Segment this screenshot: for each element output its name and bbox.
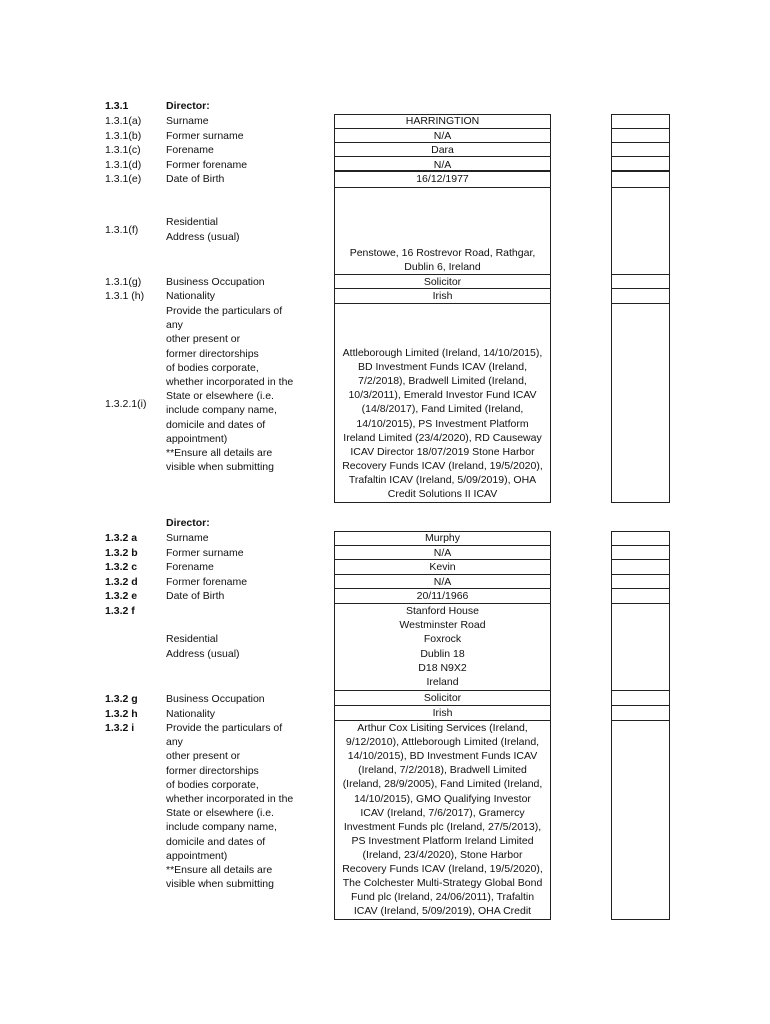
- director-2-directorships-value-line: The Colchester Multi-Strategy Global Bond: [342, 877, 543, 890]
- director-2-occupation-number: 1.3.2 g: [105, 693, 138, 705]
- director-1-nationality-number: 1.3.1 (h): [105, 290, 145, 302]
- director-2-former-surname-number: 1.3.2 b: [105, 546, 138, 559]
- director-2-forename-value: Kevin: [429, 561, 456, 573]
- director-2-side-box[interactable]: [611, 720, 670, 920]
- director-1-address-label-line: Address (usual): [166, 231, 240, 243]
- director-2-side-box[interactable]: [611, 690, 670, 706]
- director-1-directorships-label-line: whether incorporated in the: [166, 376, 294, 388]
- director-1-surname-label: Surname: [166, 115, 209, 127]
- director-2-surname-label: Surname: [166, 532, 209, 544]
- director-1-forename-value: Dara: [431, 144, 454, 156]
- director-2-former-forename-value: N/A: [433, 575, 452, 588]
- director-1-surname-number: 1.3.1(a): [105, 115, 142, 127]
- director-1-nationality-label: Nationality: [166, 290, 216, 302]
- director-1-former-forename-number: 1.3.1(d): [105, 158, 142, 171]
- director-2-former-surname-value: N/A: [433, 546, 452, 559]
- director-2-side-box[interactable]: [611, 705, 670, 721]
- director-2-side-box[interactable]: [611, 545, 670, 560]
- director-1-address-value-line: Penstowe, 16 Rostrevor Road, Rathgar,: [349, 247, 536, 259]
- director-1-side-box[interactable]: [611, 171, 670, 188]
- director-1-directorships-value-line: Ireland Limited (23/4/2020), RD Causeway: [343, 431, 542, 444]
- director-2-directorships-value-line: Fund plc (Ireland, 24/06/2011), Trafaltin: [350, 891, 535, 904]
- director-2-nationality-value: Irish: [432, 707, 453, 719]
- director-1-directorships-value-line: 7/2/2018), Bradwell Limited (Ireland,: [358, 375, 527, 388]
- director-1-occupation-label: Business Occupation: [166, 276, 265, 288]
- director-2-nationality-label: Nationality: [166, 707, 216, 720]
- director-1-directorships-label-line: domicile and dates of: [166, 418, 266, 431]
- director-2-directorships-value-line: (Ireland, 28/9/2005), Fand Limited (Ireland,: [342, 778, 543, 791]
- director-1-directorships-value-line: Attleborough Limited (Ireland, 14/10/2015),: [342, 347, 543, 359]
- director-2-directorships-value-line: (Ireland, 7/2/2018), Bradwell Limited: [358, 764, 527, 777]
- director-2-directorships-value-line: 14/10/2015), BD Investment Funds ICAV: [347, 750, 538, 763]
- director-1-directorships-label-line: include company name,: [166, 404, 277, 417]
- director-1-side-box[interactable]: [611, 288, 670, 304]
- director-2-directorships-number: 1.3.2 i: [105, 722, 135, 734]
- director-2-occupation-value: Solicitor: [423, 692, 462, 704]
- director-1-side-box[interactable]: [611, 274, 670, 289]
- director-2-address-number: 1.3.2 f: [105, 604, 135, 617]
- director-1-directorships-label-line: appointment): [166, 432, 228, 445]
- director-2-address-label-line: Residential: [166, 633, 218, 645]
- director-2-address-value-line: Ireland: [426, 676, 459, 688]
- director-2-address-value-line: D18 N9X2: [418, 661, 467, 674]
- director-1-dob-value: 16/12/1977: [416, 173, 469, 185]
- director-2-directorships-value-line: PS Investment Platform Ireland Limited: [351, 834, 534, 847]
- director-2-directorships-label-line: Provide the particulars of: [166, 722, 283, 734]
- director-1-directorships-value-line: Credit Solutions II ICAV: [387, 488, 498, 500]
- director-2-address-label-line: Address (usual): [166, 648, 240, 660]
- director-1-directorships-value-line: Recovery Funds ICAV (Ireland, 19/5/2020),: [342, 459, 543, 472]
- director-1-directorships-label-line: visible when submitting: [166, 461, 274, 474]
- director-1-former-forename-value: N/A: [433, 158, 452, 171]
- director-2-directorships-value-line: 14/10/2015), GMO Qualifying Investor: [354, 792, 531, 805]
- director-1-dob-label: Date of Birth: [166, 173, 225, 185]
- director-1-forename-label: Forename: [166, 144, 214, 156]
- director-2-side-box[interactable]: [611, 603, 670, 691]
- director-2-side-box[interactable]: [611, 559, 670, 575]
- director-1-side-box[interactable]: [611, 156, 670, 171]
- director-2-directorships-label-line: former directorships: [166, 764, 259, 777]
- director-2-surname-number: 1.3.2 a: [105, 532, 138, 544]
- director-2-directorships-value-line: Arthur Cox Lisiting Services (Ireland,: [357, 722, 528, 734]
- director-1-directorships-label-line: former directorships: [166, 347, 259, 360]
- director-2-former-forename-number: 1.3.2 d: [105, 575, 138, 588]
- director-1-address-number: 1.3.1(f): [105, 224, 139, 236]
- director-1-directorships-value-line: Trafaltin ICAV (Ireland, 5/09/2019), OHA: [348, 473, 537, 486]
- director-2-directorships-label-line: any: [166, 736, 183, 749]
- director-2-directorships-value-line: Investment Funds plc (Ireland, 27/5/2013),: [343, 820, 542, 833]
- director-2-address-value-line: Dublin 18: [420, 647, 465, 660]
- director-2-directorships-label-line: domicile and dates of: [166, 835, 266, 848]
- director-1-directorships-value-line: 10/3/2011), Emerald Investor Fund ICAV: [348, 389, 537, 402]
- director-1-heading-number: 1.3.1: [105, 100, 129, 112]
- director-2-forename-number: 1.3.2 c: [105, 561, 138, 573]
- director-1-heading: Director:: [166, 100, 210, 112]
- director-1-former-surname-value: N/A: [433, 129, 452, 142]
- director-2-dob-number: 1.3.2 e: [105, 590, 138, 602]
- director-2-directorships-value-line: ICAV (Ireland, 7/6/2017), Gramercy: [360, 806, 525, 819]
- director-2-directorships-value-line: 9/12/2010), Attleborough Limited (Ireland,: [345, 736, 540, 749]
- director-1-directorships-label-line: any: [166, 319, 183, 332]
- director-2-occupation-label: Business Occupation: [166, 693, 265, 705]
- director-1-side-box[interactable]: [611, 128, 670, 143]
- director-2-former-forename-label: Former forename: [166, 575, 248, 588]
- director-2-directorships-label-line: of bodies corporate,: [166, 778, 259, 791]
- director-2-directorships-label-line: include company name,: [166, 821, 277, 834]
- director-2-surname-value: Murphy: [424, 532, 460, 544]
- director-1-directorships-value-line: ICAV Director 18/07/2019 Stone Harbor: [350, 445, 535, 458]
- director-2-former-surname-label: Former surname: [166, 546, 244, 559]
- director-2-directorships-value-line: (Ireland, 23/4/2020), Stone Harbor: [362, 848, 523, 861]
- director-2-directorships-label-line: other present or: [166, 750, 241, 763]
- director-1-former-surname-label: Former surname: [166, 129, 244, 142]
- director-1-side-box[interactable]: [611, 142, 670, 157]
- director-1-directorships-label-line: of bodies corporate,: [166, 361, 259, 374]
- director-2-dob-label: Date of Birth: [166, 590, 225, 602]
- director-1-address-value-line: Dublin 6, Ireland: [404, 261, 481, 273]
- director-1-forename-number: 1.3.1(c): [105, 144, 141, 156]
- director-1-address-label-line: Residential: [166, 216, 218, 228]
- director-1-directorships-value-line: 14/10/2015), PS Investment Platform: [356, 417, 529, 430]
- director-1-directorships-number: 1.3.2.1(i): [105, 398, 147, 410]
- director-2-side-box[interactable]: [611, 531, 670, 546]
- director-1-nationality-value: Irish: [432, 290, 453, 302]
- director-1-dob-number: 1.3.1(e): [105, 173, 142, 185]
- director-2-directorships-value-line: Recovery Funds ICAV (Ireland, 19/5/2020),: [342, 863, 543, 875]
- director-2-directorships-value-line: ICAV (Ireland, 5/09/2019), OHA Credit: [353, 905, 532, 918]
- director-2-side-box[interactable]: [611, 574, 670, 589]
- director-2-address-value-line: Stanford House: [406, 605, 479, 617]
- director-2-side-box[interactable]: [611, 588, 670, 604]
- director-1-former-surname-number: 1.3.1(b): [105, 129, 142, 142]
- director-1-directorships-label-line: other present or: [166, 333, 241, 346]
- director-1-occupation-number: 1.3.1(g): [105, 276, 142, 288]
- director-1-former-forename-label: Former forename: [166, 158, 248, 171]
- director-1-directorships-label-line: **Ensure all details are: [166, 447, 273, 459]
- director-1-directorships-value-line: BD Investment Funds ICAV (Ireland,: [357, 361, 528, 374]
- director-2-nationality-number: 1.3.2 h: [105, 707, 138, 720]
- director-2-heading: Director:: [166, 517, 210, 529]
- director-2-address-value-line: Westminster Road: [399, 619, 486, 632]
- director-1-directorships-label-line: Provide the particulars of: [166, 305, 283, 317]
- director-2-directorships-label-line: visible when submitting: [166, 878, 274, 891]
- director-1-directorships-value-line: (14/8/2017), Fand Limited (Ireland,: [361, 403, 524, 416]
- director-2-dob-value: 20/11/1966: [416, 590, 469, 602]
- director-2-directorships-label-line: whether incorporated in the: [166, 793, 294, 805]
- director-1-side-box[interactable]: [611, 114, 670, 129]
- director-1-side-box[interactable]: [611, 303, 670, 503]
- director-2-directorships-label-line: State or elsewhere (i.e.: [166, 807, 274, 820]
- director-2-directorships-label-line: appointment): [166, 849, 228, 862]
- director-1-occupation-value: Solicitor: [423, 275, 462, 288]
- director-2-directorships-label-line: **Ensure all details are: [166, 864, 273, 876]
- director-2-address-value-line: Foxrock: [423, 633, 462, 646]
- director-1-surname-value: HARRINGTION: [405, 115, 480, 127]
- director-1-side-box[interactable]: [611, 187, 670, 275]
- director-1-directorships-label-line: State or elsewhere (i.e.: [166, 390, 274, 403]
- director-2-forename-label: Forename: [166, 561, 214, 573]
